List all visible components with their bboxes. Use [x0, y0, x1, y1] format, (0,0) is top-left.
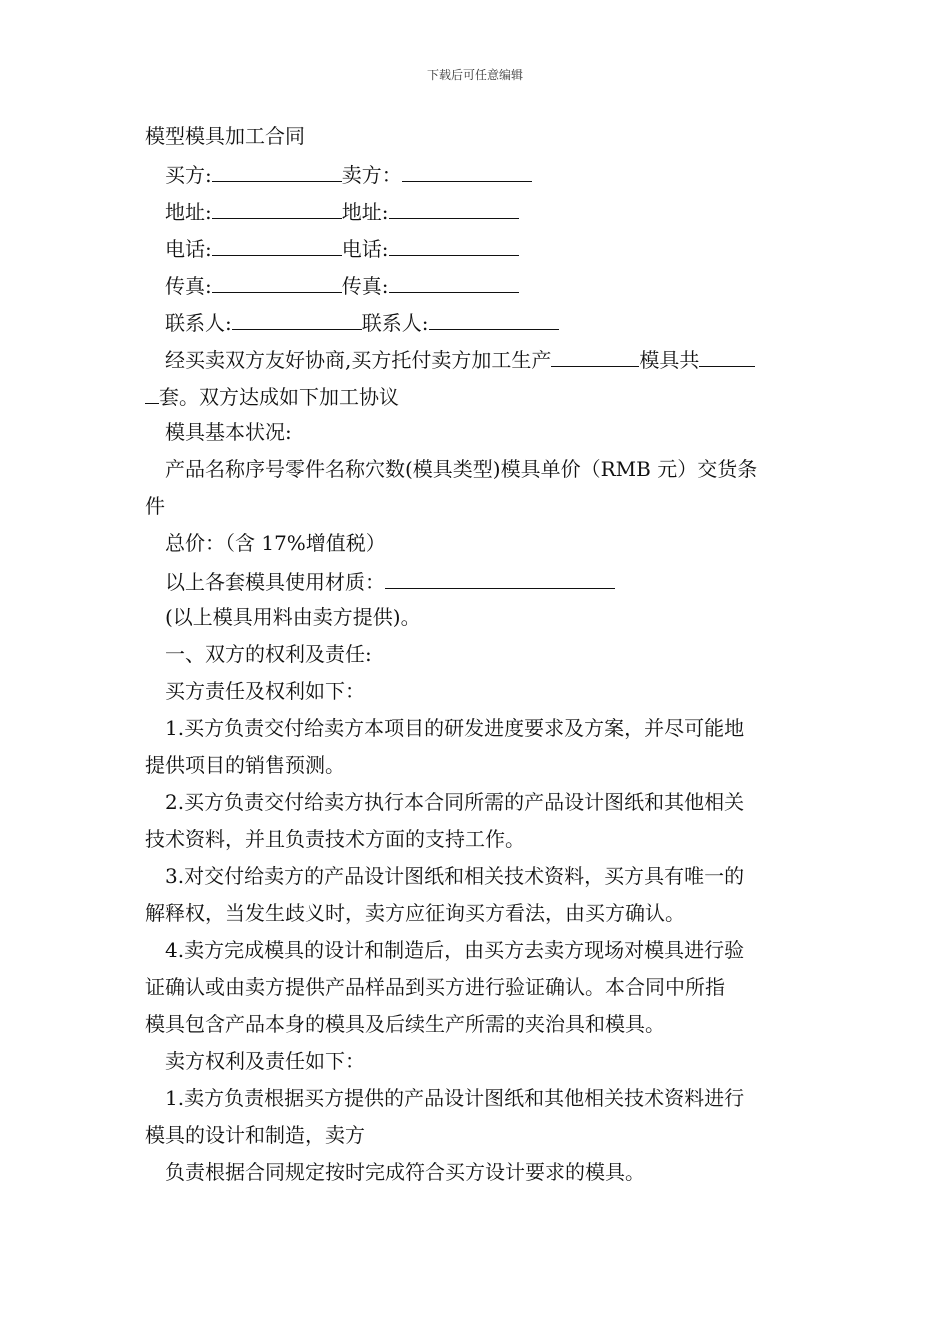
- paragraph-line: 负责根据合同规定按时完成符合买方设计要求的模具。: [165, 1160, 645, 1184]
- phone-label: 电话:: [165, 237, 212, 261]
- paragraph-line: 解释权，当发生歧义时，卖方应征询买方看法，由买方确认。: [145, 901, 685, 925]
- paragraph-line: 产品名称序号零件名称穴数(模具类型)模具单价（RMB 元）交货条: [165, 457, 758, 481]
- blank-field: [212, 155, 342, 182]
- page-header: 下载后可任意编辑: [426, 68, 523, 82]
- phone-row: [145, 229, 810, 266]
- paragraph-line: 件: [145, 494, 165, 518]
- material-note: (以上模具用料由卖方提供)。: [165, 605, 421, 629]
- section-heading: 买方责任及权利如下：: [165, 679, 365, 703]
- paragraph-line: 提供项目的销售预测。: [145, 753, 345, 777]
- intro-line: [145, 340, 810, 377]
- document-body: [145, 118, 810, 1191]
- document-title: 模型模具加工合同: [145, 124, 305, 148]
- paragraph-line: 模具的设计和制造，卖方: [145, 1123, 365, 1147]
- blank-field: [212, 192, 342, 219]
- intro-text: 模具共: [639, 348, 700, 372]
- paragraph-line: 1.买方负责交付给卖方本项目的研发进度要求及方案，并尽可能地: [165, 716, 745, 740]
- blank-field: [145, 377, 159, 404]
- paragraph-line: 3.对交付给卖方的产品设计图纸和相关技术资料，买方具有唯一的: [165, 864, 745, 888]
- intro-text: 经买卖双方友好协商,买方托付卖方加工生产: [165, 348, 552, 372]
- blank-field: [212, 229, 342, 256]
- blank-field: [385, 562, 615, 589]
- address-row: [145, 192, 810, 229]
- blank-field: [389, 192, 519, 219]
- total-price: 总价：（含 17%增值税）: [165, 531, 386, 555]
- blank-field: [212, 266, 342, 293]
- intro-line: [145, 377, 810, 414]
- contact-row: [145, 303, 810, 340]
- material-label: 以上各套模具使用材质：: [165, 570, 385, 594]
- material-row: [145, 562, 810, 599]
- blank-field: [429, 303, 559, 330]
- contact-label: 联系人:: [361, 311, 429, 335]
- section-heading: 一、双方的权利及责任:: [165, 642, 372, 666]
- paragraph-line: 技术资料，并且负责技术方面的支持工作。: [145, 827, 525, 851]
- blank-field: [551, 340, 639, 367]
- contact-label: 联系人:: [165, 311, 232, 335]
- fax-label: 传真:: [165, 274, 212, 298]
- paragraph-line: 证确认或由卖方提供产品样品到买方进行验证确认。本合同中所指: [145, 975, 725, 999]
- address-label: 地址:: [165, 200, 212, 224]
- blank-field: [699, 340, 755, 367]
- address-label: 地址:: [341, 200, 389, 224]
- buyer-label: 买方:: [165, 163, 212, 187]
- blank-field: [389, 266, 519, 293]
- section-heading: 模具基本状况:: [165, 420, 292, 444]
- fax-row: [145, 266, 810, 303]
- seller-label: 卖方：: [341, 163, 402, 187]
- fax-label: 传真:: [341, 274, 389, 298]
- blank-field: [232, 303, 362, 330]
- paragraph-line: 4.卖方完成模具的设计和制造后，由买方去卖方现场对模具进行验: [165, 938, 745, 962]
- intro-text: 套。双方达成如下加工协议: [159, 385, 399, 409]
- paragraph-line: 模具包含产品本身的模具及后续生产所需的夹治具和模具。: [145, 1012, 665, 1036]
- paragraph-line: 2.买方负责交付给卖方执行本合同所需的产品设计图纸和其他相关: [165, 790, 745, 814]
- party-row: [145, 155, 810, 192]
- blank-field: [402, 155, 532, 182]
- section-heading: 卖方权利及责任如下：: [165, 1049, 365, 1073]
- phone-label: 电话:: [341, 237, 389, 261]
- paragraph-line: 1.卖方负责根据买方提供的产品设计图纸和其他相关技术资料进行: [165, 1086, 745, 1110]
- blank-field: [389, 229, 519, 256]
